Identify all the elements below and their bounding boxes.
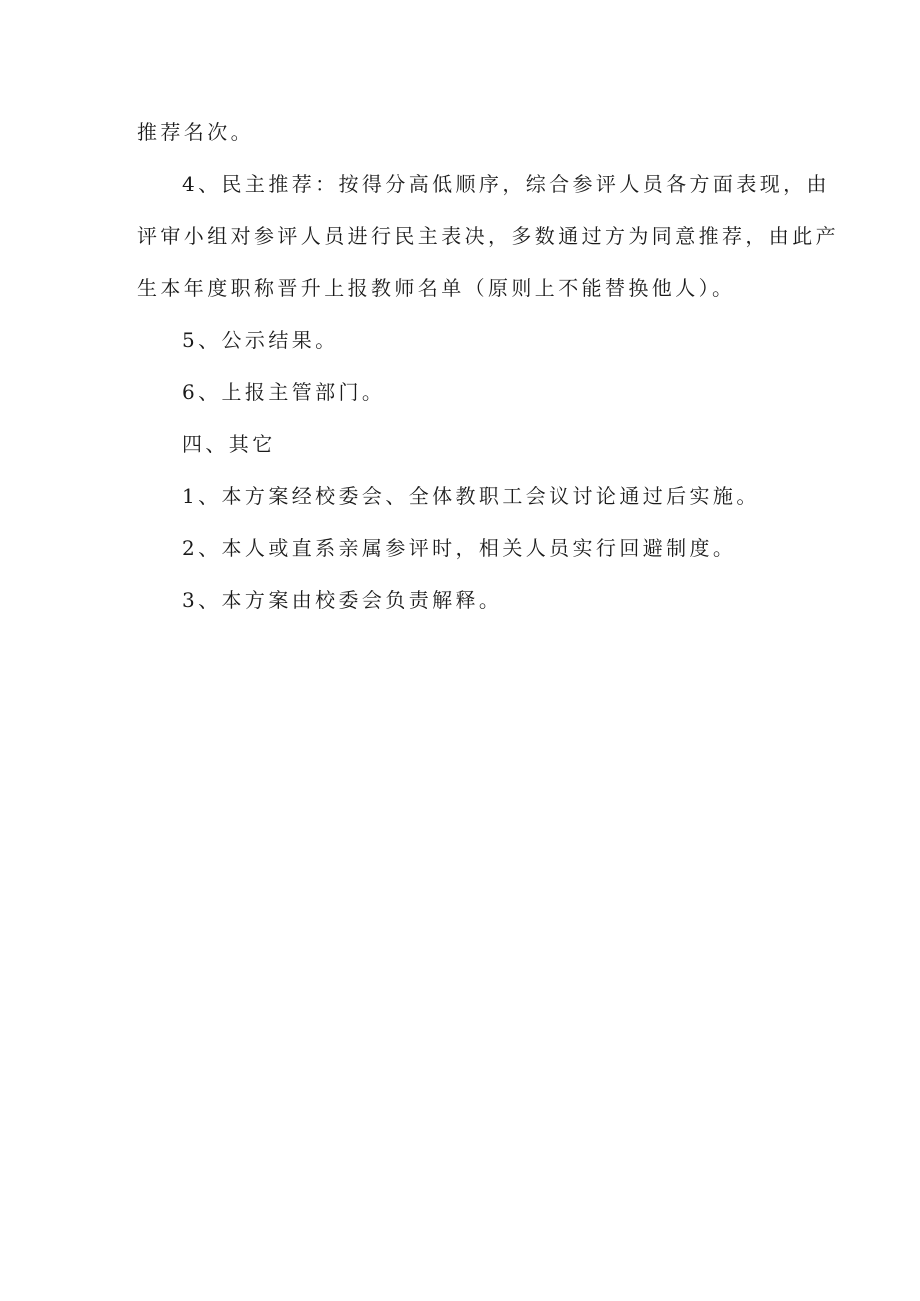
paragraph-line-continuation: 推荐名次。 bbox=[137, 120, 254, 144]
paragraph-item-4-line-2: 评审小组对参评人员进行民主表决，多数通过方为同意推荐，由此产 bbox=[137, 224, 839, 248]
paragraph-item-5: 5、公示结果。 bbox=[182, 328, 339, 352]
paragraph-item-4-line-3: 生本年度职称晋升上报教师名单（原则上不能替换他人）。 bbox=[137, 276, 736, 300]
paragraph-other-item-1: 1、本方案经校委会、全体教职工会议讨论通过后实施。 bbox=[182, 484, 760, 508]
paragraph-item-4-line-1: 4、民主推荐：按得分高低顺序，综合参评人员各方面表现，由 bbox=[182, 172, 830, 196]
paragraph-other-item-2: 2、本人或直系亲属参评时，相关人员实行回避制度。 bbox=[182, 536, 737, 560]
paragraph-item-6: 6、上报主管部门。 bbox=[182, 380, 386, 404]
document-body bbox=[137, 118, 839, 614]
section-heading-other: 四、其它 bbox=[182, 432, 276, 456]
paragraph-other-item-3: 3、本方案由校委会负责解释。 bbox=[182, 588, 503, 612]
